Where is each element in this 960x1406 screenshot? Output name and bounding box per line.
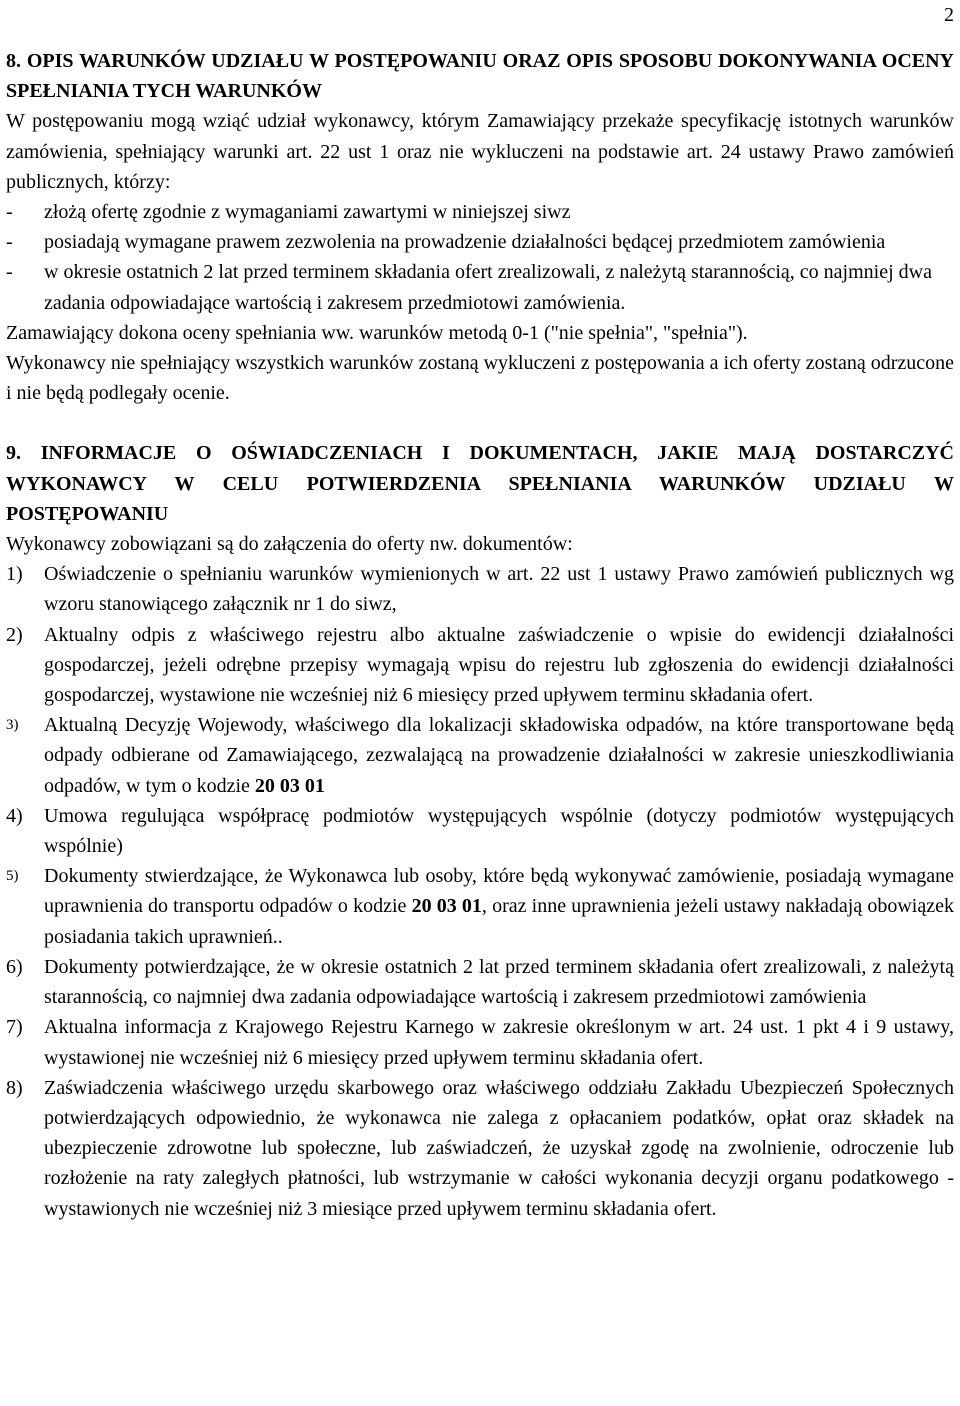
list-marker: 6) bbox=[6, 955, 23, 978]
list-marker: - bbox=[6, 261, 13, 284]
document-text-after: , oraz inne uprawnienia jeżeli ustawy nakładają obowiązek posiadania takich uprawnień.. bbox=[44, 895, 954, 948]
conditions-list bbox=[6, 197, 954, 318]
list-marker: 5) bbox=[6, 868, 19, 885]
exclusion-text: Wykonawcy nie spełniający wszystkich warunków zostaną wykluczeni z postępowania a ich oferty zostaną odrzucone i nie będą podlegały ocenie. bbox=[6, 352, 954, 405]
document-item bbox=[6, 861, 954, 952]
section-9-intro: Wykonawcy zobowiązani są do załączenia do oferty nw. dokumentów: bbox=[6, 533, 573, 556]
waste-code: 20 03 01 bbox=[254, 774, 325, 797]
document-item bbox=[6, 620, 954, 711]
document-text: Dokumenty potwierdzające, że w okresie ostatnich 2 lat przed terminem składania ofert zrealizowali, z należytą starannością, co najmniej dwa zadania odpowiadające wartością i zakresem przedmiotowi zamówienia bbox=[44, 955, 954, 1009]
document-item bbox=[6, 710, 954, 801]
list-marker: - bbox=[6, 201, 13, 224]
document-text: Oświadczenie o spełnianiu warunków wymienionych w art. 22 ust 1 ustawy Prawo zamówień publicznych wg wzoru stanowiącego załącznik nr 1 do siwz, bbox=[44, 563, 954, 616]
document-item bbox=[6, 952, 954, 1012]
list-marker: 4) bbox=[6, 804, 23, 827]
evaluation-text: Zamawiający dokona oceny spełniania ww. warunków metodą 0-1 ("nie spełnia", "spełnia"). bbox=[6, 321, 748, 344]
condition-text: w okresie ostatnich 2 lat przed terminem składania ofert zrealizowali, z należytą starannością, co najmniej dwa zadania odpowiadające wartością i zakresem przedmiotowi zamówienia. bbox=[44, 261, 932, 314]
section-9-heading: 9. INFORMACJE O OŚWIADCZENIACH I DOKUMENTACH, JAKIE MAJĄ DOSTARCZYĆ WYKONAWCY W CELU POTWIERDZENIA SPEŁNIANIA WARUNKÓW UDZIAŁU W POSTĘPOWANIU bbox=[6, 442, 954, 525]
document-body bbox=[6, 46, 954, 1224]
waste-code: 20 03 01 bbox=[411, 895, 482, 918]
document-text: Aktualną Decyzję Wojewody, właściwego dla lokalizacji składowiska odpadów, na które transportowane będą odpady odbierane od Zamawiającego, zezwalającą na prowadzenie działalności w zakresie unieszkodliwiania odpadów, w tym o kodzie bbox=[44, 714, 954, 797]
document-item bbox=[6, 801, 954, 861]
condition-text: złożą ofertę zgodnie z wymaganiami zawartymi w niniejszej siwz bbox=[44, 201, 571, 224]
page-number: 2 bbox=[944, 4, 954, 26]
list-marker: 8) bbox=[6, 1076, 23, 1099]
list-marker: - bbox=[6, 231, 13, 254]
document-text: Aktualny odpis z właściwego rejestru albo aktualne zaświadczenie o wpisie do ewidencji działalności gospodarczej, jeżeli odrębne przepisy wymagają wpisu do rejestru lub zgłoszenia do ewidencji działalności gospodarczej, wystawione nie wcześniej niż 6 miesięcy przed upływem terminu składania ofert. bbox=[44, 623, 954, 707]
section-8-heading: 8. OPIS WARUNKÓW UDZIAŁU W POSTĘPOWANIU ORAZ OPIS SPOSOBU DOKONYWANIA OCENY SPEŁNIANIA TYCH WARUNKÓW bbox=[6, 50, 954, 103]
condition-text: posiadają wymagane prawem zezwolenia na prowadzenie działalności będącej przedmiotem zamówienia bbox=[44, 231, 886, 254]
list-marker: 3) bbox=[6, 717, 19, 734]
document-item bbox=[6, 1012, 954, 1072]
document-item bbox=[6, 559, 954, 619]
documents-list bbox=[6, 559, 954, 1223]
section-spacer bbox=[6, 408, 954, 438]
condition-item bbox=[6, 197, 954, 227]
document-text: Zaświadczenia właściwego urzędu skarbowego oraz właściwego oddziału Zakładu Ubezpieczeń Społecznych potwierdzających odpowiednio, że wykonawca nie zalega z opłacaniem podatków, opłat oraz składek na ubezpieczenie zdrowotne lub społeczne, lub zaświadczeń, że uzyskał zgodę na zwolnienie, odroczenie lub rozłożenie na raty zaległych płatności, lub wstrzymanie w całości wykonania decyzji organu podatkowego - wystawionych nie wcześniej niż 3 miesiące przed upływem terminu składania ofert. bbox=[44, 1076, 954, 1220]
list-marker: 1) bbox=[6, 563, 23, 586]
list-marker: 2) bbox=[6, 623, 23, 646]
condition-item bbox=[6, 227, 954, 257]
section-8-intro: W postępowaniu mogą wziąć udział wykonawcy, którym Zamawiający przekaże specyfikację istotnych warunków zamówienia, spełniający warunki art. 22 ust 1 oraz nie wykluczeni na podstawie art. 24 ustawy Prawo zamówień publicznych, którzy: bbox=[6, 110, 954, 193]
list-marker: 7) bbox=[6, 1016, 23, 1039]
condition-item bbox=[6, 257, 954, 317]
document-text: Umowa regulująca współpracę podmiotów występujących wspólnie (dotyczy podmiotów występujących wspólnie) bbox=[44, 804, 954, 858]
document-text: Dokumenty stwierdzające, że Wykonawca lub osoby, które będą wykonywać zamówienie, posiadają wymagane uprawnienia do transportu odpadów o kodzie bbox=[44, 865, 954, 918]
document-text: Aktualna informacja z Krajowego Rejestru Karnego w zakresie określonym w art. 24 ust. 1 pkt 4 i 9 ustawy, wystawionej nie wcześniej niż 6 miesięcy przed upływem terminu składania ofert. bbox=[44, 1016, 954, 1069]
document-item bbox=[6, 1073, 954, 1224]
